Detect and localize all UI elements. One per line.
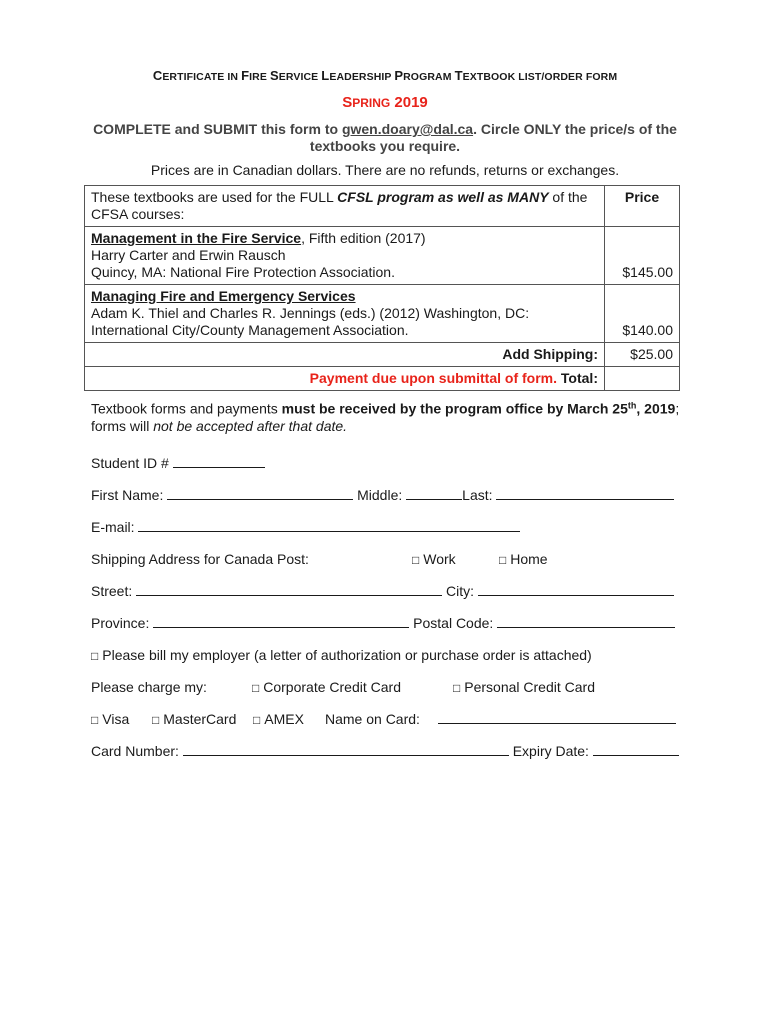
province-row bbox=[91, 615, 675, 631]
book-title: Managing Fire and Emergency Services bbox=[91, 288, 356, 304]
street-field[interactable] bbox=[136, 583, 442, 596]
amex-label: AMEX bbox=[264, 711, 304, 727]
shipping-address-label: Shipping Address for Canada Post: bbox=[91, 551, 309, 567]
expiry-date-field[interactable] bbox=[593, 743, 679, 756]
mastercard-label: MasterCard bbox=[163, 711, 237, 727]
document-title bbox=[0, 68, 770, 83]
amex-checkbox[interactable]: □ bbox=[253, 713, 261, 727]
city-label: City: bbox=[446, 583, 475, 599]
book-publisher: Quincy, MA: National Fire Protection Association. bbox=[91, 264, 395, 280]
total-value[interactable] bbox=[605, 367, 680, 391]
book-price[interactable]: $140.00 bbox=[605, 285, 680, 343]
table-row bbox=[85, 227, 680, 285]
student-id-row bbox=[91, 455, 265, 471]
visa-option[interactable] bbox=[91, 711, 129, 727]
card-number-row bbox=[91, 743, 679, 759]
bill-employer-option[interactable] bbox=[91, 647, 592, 663]
name-row bbox=[91, 487, 674, 503]
table-header-row bbox=[85, 186, 680, 227]
email-field[interactable] bbox=[138, 519, 520, 532]
table-row bbox=[85, 285, 680, 343]
book-publisher: International City/County Management Association. bbox=[91, 322, 409, 338]
shipping-row bbox=[85, 343, 680, 367]
mastercard-checkbox[interactable]: □ bbox=[152, 713, 160, 727]
home-option[interactable] bbox=[499, 551, 548, 567]
email-label: E-mail: bbox=[91, 519, 135, 535]
first-name-field[interactable] bbox=[167, 487, 353, 500]
total-label-cell: Payment due upon submittal of form. Total: bbox=[85, 367, 605, 391]
home-label: Home bbox=[510, 551, 548, 567]
textbook-table bbox=[84, 185, 680, 391]
book-price[interactable]: $145.00 bbox=[605, 227, 680, 285]
name-on-card-field[interactable] bbox=[438, 711, 676, 724]
book-cell bbox=[85, 285, 605, 343]
title-word: PROGRAM bbox=[394, 68, 455, 83]
prices-note: Prices are in Canadian dollars. There are no refunds, returns or exchanges. bbox=[150, 162, 620, 178]
book-authors: Harry Carter and Erwin Rausch bbox=[91, 247, 286, 263]
work-option[interactable] bbox=[412, 551, 456, 567]
shipping-label: Add Shipping: bbox=[85, 343, 605, 367]
card-number-label: Card Number: bbox=[91, 743, 179, 759]
personal-card-label: Personal Credit Card bbox=[464, 679, 595, 695]
corporate-card-option[interactable] bbox=[252, 679, 401, 695]
shipping-price: $25.00 bbox=[605, 343, 680, 367]
street-label: Street: bbox=[91, 583, 133, 599]
book-authors: Adam K. Thiel and Charles R. Jennings (eds.) (2012) Washington, DC: bbox=[91, 305, 530, 321]
corporate-card-checkbox[interactable]: □ bbox=[252, 681, 260, 695]
book-title: Management in the Fire Service bbox=[91, 230, 302, 246]
middle-name-field[interactable] bbox=[406, 487, 462, 500]
personal-card-option[interactable] bbox=[453, 679, 595, 695]
payment-note: Payment due upon submittal of form. bbox=[309, 370, 558, 386]
province-field[interactable] bbox=[153, 615, 409, 628]
price-header: Price bbox=[605, 186, 680, 227]
title-word: LEADERSHIP bbox=[321, 68, 395, 83]
title-word: CERTIFICATE IN bbox=[152, 68, 242, 83]
mastercard-option[interactable] bbox=[152, 711, 236, 727]
deadline-notice: Textbook forms and payments must be received by the program office by March 25th, 2019; forms will not be accepted after that date. bbox=[91, 400, 680, 434]
city-field[interactable] bbox=[478, 583, 674, 596]
term-heading: SPRING 2019 bbox=[342, 94, 428, 111]
title-word: SERVICE bbox=[269, 68, 322, 83]
name-on-card-label: Name on Card: bbox=[325, 711, 420, 727]
visa-label: Visa bbox=[102, 711, 130, 727]
email-link[interactable]: gwen.doary@dal.ca bbox=[341, 121, 474, 137]
bill-employer-label: Please bill my employer (a letter of authorization or purchase order is attached) bbox=[102, 647, 592, 663]
student-id-field[interactable] bbox=[173, 455, 265, 468]
email-row bbox=[91, 519, 520, 535]
visa-checkbox[interactable]: □ bbox=[91, 713, 99, 727]
corporate-card-label: Corporate Credit Card bbox=[263, 679, 401, 695]
amex-option[interactable] bbox=[253, 711, 304, 727]
title-word: TEXTBOOK LIST/ORDER FORM bbox=[454, 68, 618, 83]
name-on-card-row bbox=[325, 711, 676, 727]
last-name-field[interactable] bbox=[496, 487, 674, 500]
home-checkbox[interactable]: □ bbox=[499, 553, 507, 567]
personal-card-checkbox[interactable]: □ bbox=[453, 681, 461, 695]
first-name-label: First Name: bbox=[91, 487, 164, 503]
postal-code-label: Postal Code: bbox=[413, 615, 494, 631]
work-checkbox[interactable]: □ bbox=[412, 553, 420, 567]
title-word: FIRE bbox=[241, 68, 270, 83]
intro-cell: These textbooks are used for the FULL CFSL program as well as MANY of the CFSA courses: bbox=[85, 186, 605, 227]
total-row bbox=[85, 367, 680, 391]
charge-my-label: Please charge my: bbox=[91, 679, 207, 695]
submit-instructions: COMPLETE and SUBMIT this form to gwen.doary@dal.ca. Circle ONLY the price/s of the textbooks you require. bbox=[93, 121, 677, 154]
card-number-field[interactable] bbox=[183, 743, 509, 756]
work-label: Work bbox=[423, 551, 456, 567]
book-cell: Management in the Fire Service, Fifth edition (2017) Harry Carter and Erwin Rausch Quincy, MA: National Fire Protection Association. bbox=[85, 227, 605, 285]
expiry-date-label: Expiry Date: bbox=[512, 743, 589, 759]
middle-name-label: Middle: bbox=[357, 487, 403, 503]
province-label: Province: bbox=[91, 615, 150, 631]
student-id-label: Student ID # bbox=[91, 455, 169, 471]
postal-code-field[interactable] bbox=[497, 615, 675, 628]
street-row bbox=[91, 583, 674, 599]
last-name-label: Last: bbox=[462, 487, 493, 503]
bill-employer-checkbox[interactable]: □ bbox=[91, 649, 99, 663]
